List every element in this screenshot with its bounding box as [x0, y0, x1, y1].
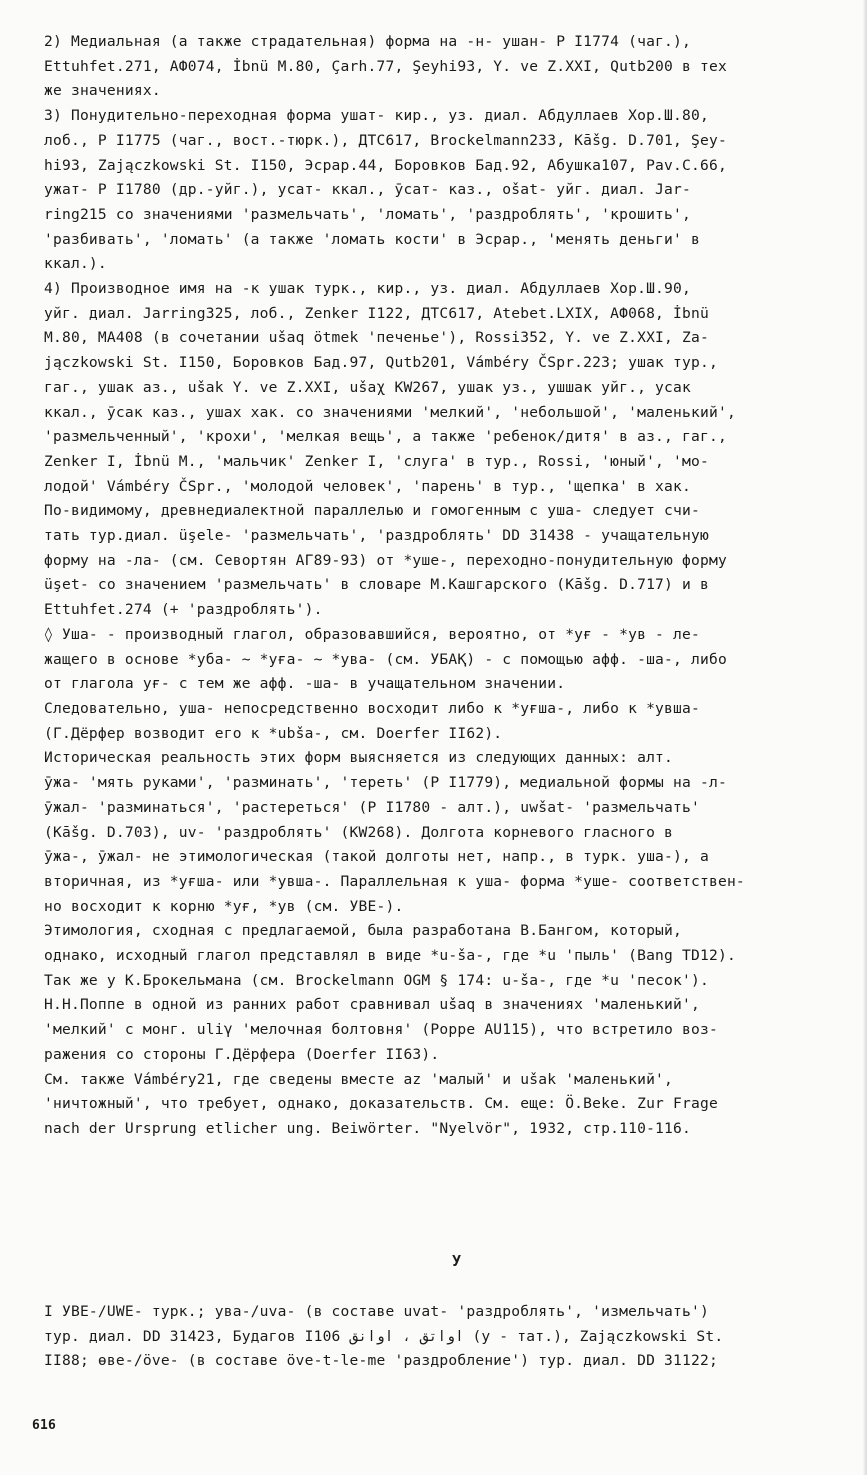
- text-line-36: но восходит к корню *уғ, *ув (см. УВЕ-).: [44, 897, 404, 915]
- text-line-27: от глагола уғ- с тем же афф. -ша- в учащательном значении.: [44, 675, 566, 693]
- page-body: [44, 30, 844, 1142]
- text-line-31: ӯжа- 'мять руками', 'разминать', 'тереть' (Р I1779), медиальной формы на -л-: [44, 774, 727, 792]
- text-line-35: вторичная, из *уғша- или *увша-. Параллельная к уша- форма *уше- соответствен-: [44, 872, 745, 890]
- page-number: 616: [32, 1418, 57, 1433]
- text-line-33: (Kāšg. D.703), uv- 'раздроблять' (KW268). Долгота корневого гласного в: [44, 823, 674, 841]
- text-line-15: гаг., ушак аз., ušak Y. ve Z.XXI, ušaχ KW267, ушак уз., ушшак уйг., усак: [44, 378, 692, 396]
- text-line-8: ring215 со значениями 'размельчать', 'ломать', 'раздроблять', 'крошить',: [44, 205, 692, 223]
- text-line-18: Zenker I, İbnü M., 'мальчик' Zenker I, 'слуга' в тур., Rossi, 'юный', 'мо-: [44, 452, 709, 470]
- text-line-14: jączkowski St. I150, Боровков Бад.97, Qutb201, Vámbéry ČSpr.223; ушак тур.,: [44, 354, 718, 372]
- text-line-21: тать тур.диал. üşele- 'размельчать', 'раздроблять' DD 31438 - учащательную: [44, 527, 709, 545]
- text-line-25: ◊ Уша- - производный глагол, образовавшийся, вероятно, от *уғ - *ув - ле-: [44, 625, 700, 643]
- text-line-45: nach der Ursprung etlicher ung. Beiwörter. "Nyelvör", 1932, стр.110-116.: [44, 1119, 692, 1137]
- text-line-17: 'размельченный', 'крохи', 'мелкая вещь', а также 'ребенок/дитя' в аз., гаг.,: [44, 428, 727, 446]
- text-line-28: Следовательно, уша- непосредственно восходит либо к *уғша-, либо к *увша-: [44, 699, 700, 717]
- entry-line-1: I УВЕ-/UWE- турк.; ува-/uva- (в составе uvat- 'раздроблять', 'измельчать'): [44, 1303, 709, 1320]
- text-line-43: См. также Vámbéry21, где сведены вместе az 'малый' и ušak 'маленький',: [44, 1070, 674, 1088]
- text-line-16: ккал., ӯсак каз., ушах хак. со значениями 'мелкий', 'небольшой', 'маленький',: [44, 403, 736, 421]
- text-line-32: ӯжал- 'разминаться', 'растереться' (Р I1780 - алт.), uwšat- 'размельчать': [44, 798, 700, 816]
- text-line-42: ражения со стороны Г.Дёрфера (Doerfer II63).: [44, 1045, 440, 1063]
- text-line-26: жащего в основе *уба- ~ *уға- ~ *ува- (см. УБАҚ) - с помощью афф. -ша-, либо: [44, 650, 727, 668]
- text-line-12: уйг. диал. Jarring325, лоб., Zenker I122, ДТС617, Atebet.LXIX, АФ068, İbnü: [44, 304, 709, 322]
- entry-line-2: тур. диал. DD 31423, Будагов I106 اواتق ، اوانق (у - тат.), Zajączkowski St.: [44, 1327, 724, 1345]
- entry-line-3: II88; өве-/öve- (в составе öve-t-le-me 'раздробление') тур. диал. DD 31122;: [44, 1352, 718, 1370]
- text-line-20: По-видимому, древнедиалектной параллелью и гомогенным с уша- следует счи-: [44, 502, 700, 520]
- text-line-1: 2) Медиальная (а также страдательная) форма на -н- ушан- Р I1774 (чаг.),: [44, 33, 692, 50]
- text-line-4: 3) Понудительно-переходная форма ушат- кир., уз. диал. Абдуллаев Хор.Ш.80,: [44, 107, 709, 125]
- text-line-41: 'мелкий' с монг. uliγ 'мелочная болтовня' (Poppe AU115), что встретило воз-: [44, 1021, 718, 1039]
- text-line-11: 4) Производное имя на -к ушак турк., кир., уз. диал. Абдуллаев Хор.Ш.90,: [44, 280, 692, 298]
- text-line-24: Ettuhfet.274 (+ 'раздроблять').: [44, 601, 323, 619]
- text-line-13: M.80, МА408 (в сочетании ušaq ötmek 'печенье'), Rossi352, Y. ve Z.XXI, Za-: [44, 329, 709, 347]
- text-line-38: однако, исходный глагол представлял в виде *u-ša-, где *u 'пыль' (Bang TD12).: [44, 947, 736, 965]
- text-line-5: лоб., Р I1775 (чаг., вост.-тюрк.), ДТС617, Brockelmann233, Kāšg. D.701, Şey-: [44, 131, 727, 149]
- text-line-37: Этимология, сходная с предлагаемой, была разработана В.Бангом, который,: [44, 922, 683, 940]
- text-line-7: ужат- Р I1780 (др.-уйг.), усат- ккал., ӯсат- каз., ošat- уйг. диал. Jar-: [44, 181, 692, 199]
- text-line-23: üşet- со значением 'размельчать' в словаре М.Кашгарского (Kāšg. D.717) и в: [44, 576, 709, 594]
- text-line-6: hi93, Zajączkowski St. I150, Эсрар.44, Боровков Бад.92, Абушка107, Pav.C.66,: [44, 156, 727, 174]
- text-line-10: ккал.).: [44, 255, 107, 273]
- section-letter: У: [452, 1252, 462, 1270]
- text-line-3: же значениях.: [44, 82, 161, 100]
- text-line-9: 'разбивать', 'ломать' (а также 'ломать кости' в Эсрар., 'менять деньги' в: [44, 230, 700, 248]
- text-line-34: ӯжа-, ӯжал- не этимологическая (такой долготы нет, напр., в турк. уша-), а: [44, 848, 709, 866]
- text-line-29: (Г.Дёрфер возводит его к *ubša-, см. Doerfer II62).: [44, 724, 503, 742]
- text-line-2: Ettuhfet.271, АФ074, İbnü M.80, Çarh.77, Şeyhi93, Y. ve Z.XXI, Qutb200 в тех: [44, 57, 727, 75]
- text-line-30: Историческая реальность этих форм выясняется из следующих данных: алт.: [44, 749, 674, 767]
- text-line-19: лодой' Vámbéry ČSpr., 'молодой человек', 'парень' в тур., 'щепка' в хак.: [44, 477, 692, 495]
- text-line-22: форму на -ла- (см. Севортян АГ89-93) от *уше-, переходно-понудительную форму: [44, 551, 727, 569]
- text-line-40: Н.Н.Поппе в одной из ранних работ сравнивал ušaq в значениях 'маленький',: [44, 996, 700, 1014]
- text-line-39: Так же у К.Брокельмана (см. Brockelmann OGM § 174: u-ša-, где *u 'песок').: [44, 971, 709, 989]
- next-entry: [44, 1300, 844, 1374]
- scan-edge: [862, 0, 867, 1475]
- text-line-44: 'ничтожный', что требует, однако, доказательств. См. еще: Ö.Beke. Zur Frage: [44, 1095, 718, 1113]
